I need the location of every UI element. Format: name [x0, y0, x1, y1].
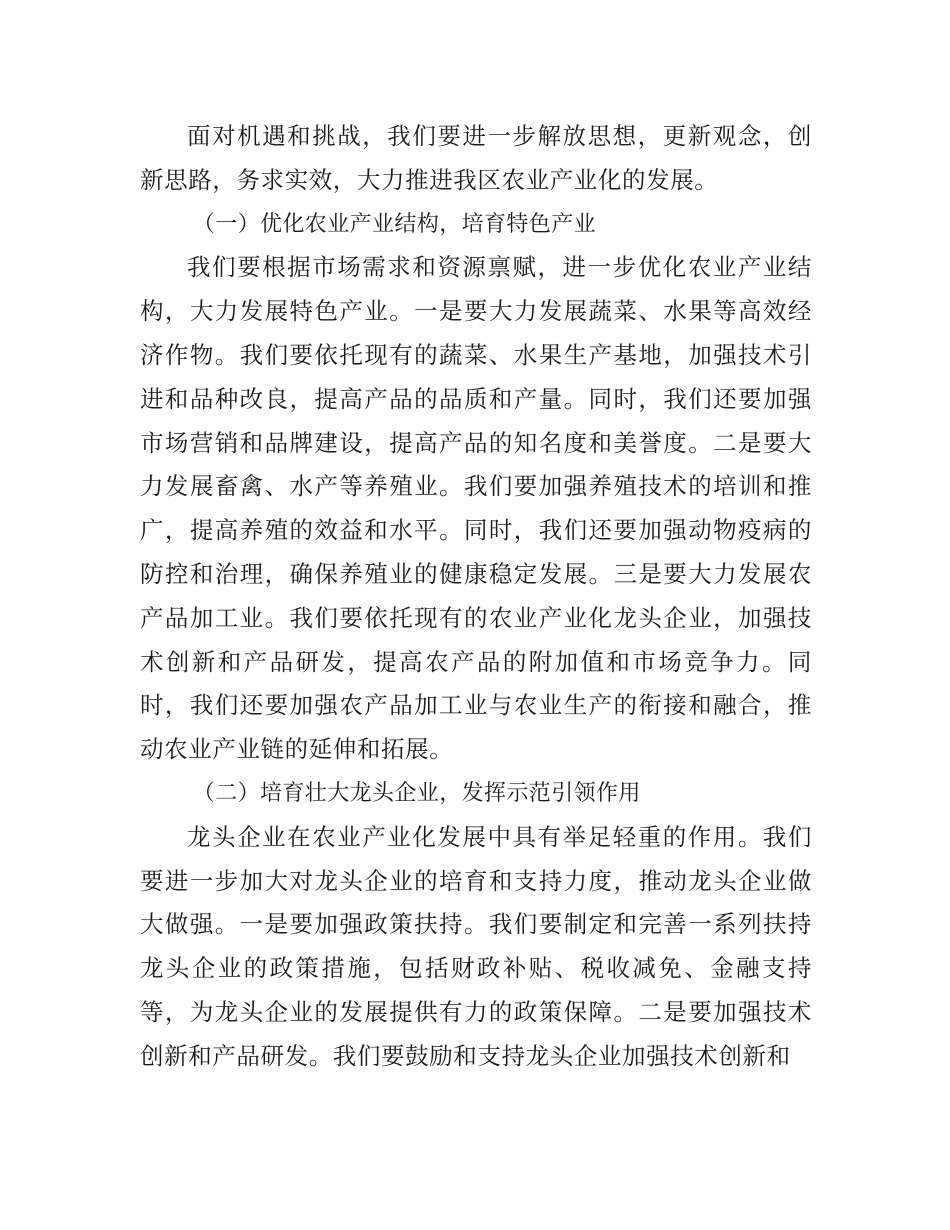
section-heading-2: （二）培育壮大龙头企业，发挥示范引领作用	[192, 780, 641, 806]
intro-paragraph: 面对机遇和挑战，我们要进一步解放思想，更新观念，创新思路，务求实效，大力推进我区农业产业化的发展。	[140, 122, 812, 194]
section-paragraph-2: 龙头企业在农业产业化发展中具有举足轻重的作用。我们要进一步加大对龙头企业的培育和支持力度，推动龙头企业做大做强。一是要加强政策扶持。我们要制定和完善一系列扶持龙头企业的政策措施，包括财政补贴、税收减免、金融支持等，为龙头企业的发展提供有力的政策保障。二是要加强技术创新和产品研发。我们要鼓励和支持龙头企业加强技术创新和	[140, 822, 812, 1070]
section-heading-1: （一）优化农业产业结构，培育特色产业	[192, 211, 596, 237]
section-paragraph-1: 我们要根据市场需求和资源禀赋，进一步优化农业产业结构，大力发展特色产业。一是要大力发展蔬菜、水果等高效经济作物。我们要依托现有的蔬菜、水果生产基地，加强技术引进和品种改良，提高产品的品质和产量。同时，我们还要加强市场营销和品牌建设，提高产品的知名度和美誉度。二是要大力发展畜禽、水产等养殖业。我们要加强养殖技术的培训和推广，提高养殖的效益和水平。同时，我们还要加强动物疫病的防控和治理，确保养殖业的健康稳定发展。三是要大力发展农产品加工业。我们要依托现有的农业产业化龙头企业，加强技术创新和产品研发，提高农产品的附加值和市场竞争力。同时，我们还要加强农产品加工业与农业生产的衔接和融合，推动农业产业链的延伸和拓展。	[140, 253, 812, 764]
document-page	[140, 115, 812, 1079]
